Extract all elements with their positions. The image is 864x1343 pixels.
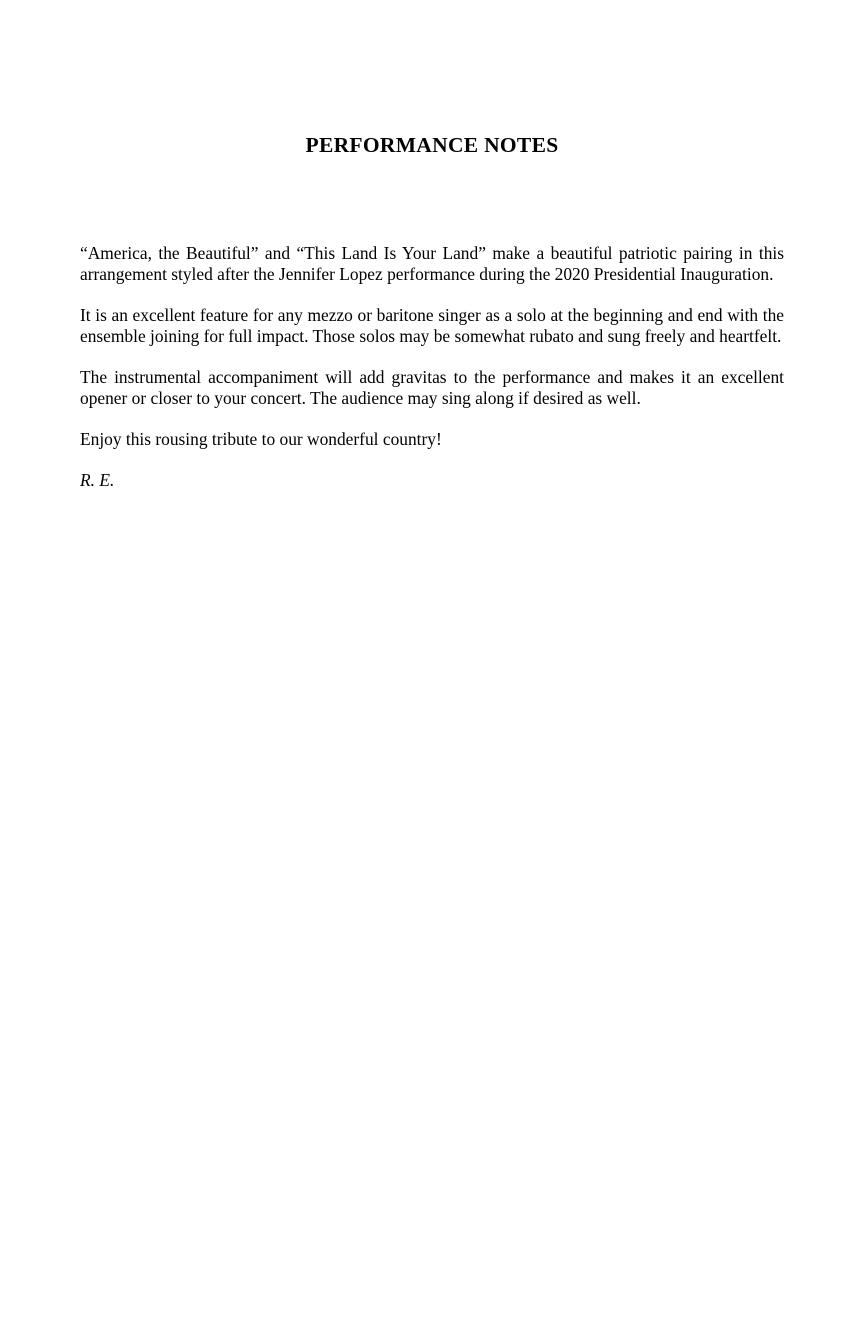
paragraph-closing: Enjoy this rousing tribute to our wonderful country! [80,428,442,449]
paragraph-solo-feature: It is an excellent feature for any mezzo or baritone singer as a solo at the beginning and end with the ensemble joining for full impact. Those solos may be somewhat rubato and sung freely and heartfelt. [80,305,784,346]
document-body [80,243,784,490]
page-title: PERFORMANCE NOTES [305,133,559,158]
author-signature: R. E. [80,469,115,490]
paragraph-accompaniment: The instrumental accompaniment will add gravitas to the performance and makes it an excellent opener or closer to your concert. The audience may sing along if desired as well. [80,366,784,408]
paragraph-intro: “America, the Beautiful” and “This Land Is Your Land” make a beautiful patriotic pairing in this arrangement styled after the Jennifer Lopez performance during the 2020 Presidential Inauguration. [80,243,784,284]
